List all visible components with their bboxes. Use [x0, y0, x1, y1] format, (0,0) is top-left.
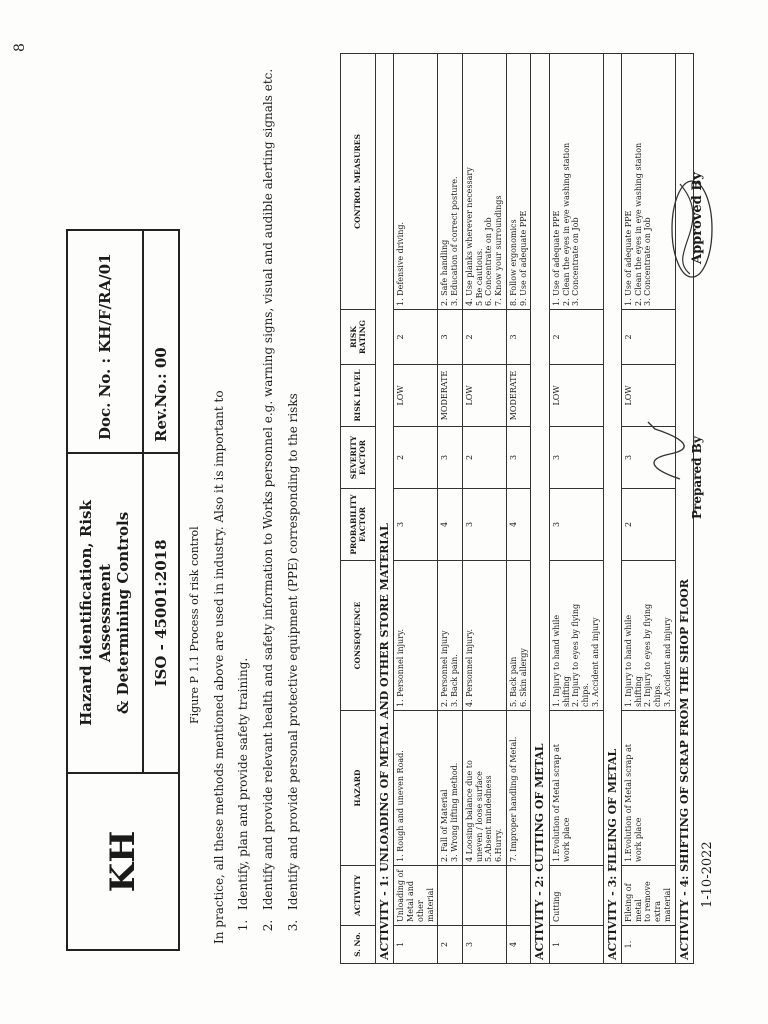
cell-probability: 3 — [549, 489, 603, 561]
intro-list-item: 1. Identify, plan and provide safety training. — [236, 44, 250, 916]
cell-risk-rating: 2 — [394, 310, 438, 365]
activity-section-row — [603, 54, 621, 964]
cell-sno: 1. — [621, 926, 675, 964]
cell-severity: 3 — [549, 427, 603, 489]
cell-risk-rating: 3 — [438, 310, 463, 365]
cell-sno: 1 — [394, 926, 438, 964]
cell-probability: 4 — [438, 489, 463, 561]
intro-list-item: 3. Identify and provide personal protective equipment (PPE) corresponding to the risks — [286, 44, 300, 916]
header-activity: ACTIVITY — [341, 866, 376, 926]
header-risk-level: RISK LEVEL — [341, 365, 376, 427]
cell-risk-level: LOW — [549, 365, 603, 427]
cell-hazard: 1.Evolution of Metal scrap at work place — [621, 711, 675, 866]
cell-activity: Unloading of Metal and other material — [394, 866, 438, 926]
cell-activity — [438, 866, 463, 926]
cell-risk-level: MODERATE — [506, 365, 531, 427]
document-date: 1-10-2022 — [700, 841, 715, 908]
cell-consequence: 4. Personnel injury. — [462, 561, 506, 711]
intro-section — [212, 44, 311, 944]
cell-probability: 2 — [621, 489, 675, 561]
cell-activity: Cutting — [549, 866, 603, 926]
cell-risk-rating: 3 — [506, 310, 531, 365]
prepared-by-label: Prepared By — [690, 436, 704, 519]
header-probability: PROBABILITY FACTOR — [341, 489, 376, 561]
activity-title: ACTIVITY - 4: SHIFTING OF SCRAP FROM THE SHOP FLOOR — [675, 54, 693, 964]
cell-severity: 3 — [438, 427, 463, 489]
cell-severity: 2 — [394, 427, 438, 489]
table-header-row — [341, 54, 376, 964]
cell-consequence: 5. Back pain 6. Skin allergy — [506, 561, 531, 711]
cell-risk-level: MODERATE — [438, 365, 463, 427]
document-header — [66, 229, 180, 951]
cell-consequence: 1. Personnel injury. — [394, 561, 438, 711]
page-number: 8 — [12, 43, 28, 52]
table-row — [438, 54, 463, 964]
cell-risk-rating: 2 — [549, 310, 603, 365]
cell-consequence: 2. Personnel injury 3. Back pain. — [438, 561, 463, 711]
revision-number: Rev.No.: 00 — [152, 347, 170, 442]
cell-risk-level: LOW — [621, 365, 675, 427]
cell-hazard: 4 Loosing balance due to uneven / loose surface 5.Absent mindedness 6.Hurry. — [462, 711, 506, 866]
risk-assessment-table — [340, 53, 694, 964]
cell-consequence: 1. Injury to hand while shifting 2. Injury to eyes by flying chips. 3. Accident and injury — [549, 561, 603, 711]
cell-risk-rating: 2 — [621, 310, 675, 365]
document-title: Hazard identification, Risk Assessment & Determining Controls — [68, 454, 144, 772]
activity-title: ACTIVITY - 2: CUTTING OF METAL — [531, 54, 549, 964]
cell-activity — [462, 866, 506, 926]
cell-sno: 3 — [462, 926, 506, 964]
table-row — [506, 54, 531, 964]
header-sno: S. No. — [341, 926, 376, 964]
cell-severity: 3 — [621, 427, 675, 489]
activity-title: ACTIVITY - 3: FILEING OF METAL — [603, 54, 621, 964]
cell-hazard: 2. Fall of Material 3. Wrong lifting method. — [438, 711, 463, 866]
cell-risk-level: LOW — [394, 365, 438, 427]
cell-controls: 1. Use of adequate PPE 2. Clean the eyes in eye washing station 3. Concentrate on Job — [549, 54, 603, 310]
cell-probability: 4 — [506, 489, 531, 561]
cell-controls: 8. Follow ergonomics 9. Use of adequate PPE — [506, 54, 531, 310]
table-row — [462, 54, 506, 964]
header-control-measures: CONTROL MEASURES — [341, 54, 376, 310]
cell-probability: 3 — [462, 489, 506, 561]
cell-controls: 2. Safe handling 3. Education of correct posture. — [438, 54, 463, 310]
cell-activity: Fileing of metal to remove extra material — [621, 866, 675, 926]
cell-controls: 1. Use of adequate PPE 2. Clean the eyes in eye washing station 3. Concentrate on Job — [621, 54, 675, 310]
table-row — [394, 54, 438, 964]
header-severity: SEVERITY FACTOR — [341, 427, 376, 489]
cell-consequence: 1. Injury to hand while shifting 2. Injury to eyes by flying chips. 3. Accident and injury — [621, 561, 675, 711]
table-row — [549, 54, 603, 964]
cell-controls: 1. Defensive driving. — [394, 54, 438, 310]
cell-hazard: 7. Improper handling of Metal. — [506, 711, 531, 866]
activity-title: ACTIVITY - 1: UNLOADING OF METAL AND OTHER STORE MATERIAL — [376, 54, 394, 964]
figure-caption: Figure P 1.1 Process of risk control — [188, 526, 201, 724]
activity-section-row — [531, 54, 549, 964]
cell-severity: 3 — [506, 427, 531, 489]
iso-standard: ISO - 45001:2018 — [152, 539, 170, 687]
prepared-signature — [640, 414, 690, 484]
document-number: Doc. No. : KH/F/RA/01 — [68, 231, 144, 452]
cell-probability: 3 — [394, 489, 438, 561]
cell-risk-rating: 2 — [462, 310, 506, 365]
cell-activity — [506, 866, 531, 926]
cell-severity: 2 — [462, 427, 506, 489]
header-consequence: CONSEQUENCE — [341, 561, 376, 711]
cell-risk-level: LOW — [462, 365, 506, 427]
cell-sno: 4 — [506, 926, 531, 964]
cell-hazard: 1. Rough and uneven Road. — [394, 711, 438, 866]
cell-sno: 2 — [438, 926, 463, 964]
company-logo: KH — [68, 772, 178, 949]
risk-table-body — [376, 54, 694, 964]
approved-by-label: Approved By — [690, 172, 705, 264]
cell-hazard: 1.Evolution of Metal scrap at work place — [549, 711, 603, 866]
intro-paragraph: In practice, all these methods mentioned above are used in industry. Also it is important to — [212, 390, 226, 944]
intro-list — [236, 44, 300, 944]
cell-sno: 1 — [549, 926, 603, 964]
activity-section-row — [376, 54, 394, 964]
header-risk-rating: RISK RATING — [341, 310, 376, 365]
cell-controls: 4. Use planks wherever necessary 5 Be cautious. 6. Concentrate on Job 7. Know your surroundings — [462, 54, 506, 310]
intro-list-item: 2. Identify and provide relevant health and safety information to Works personnel e.g. warning signs, visual and audible alerting signals etc. — [261, 44, 275, 916]
header-hazard: HAZARD — [341, 711, 376, 866]
